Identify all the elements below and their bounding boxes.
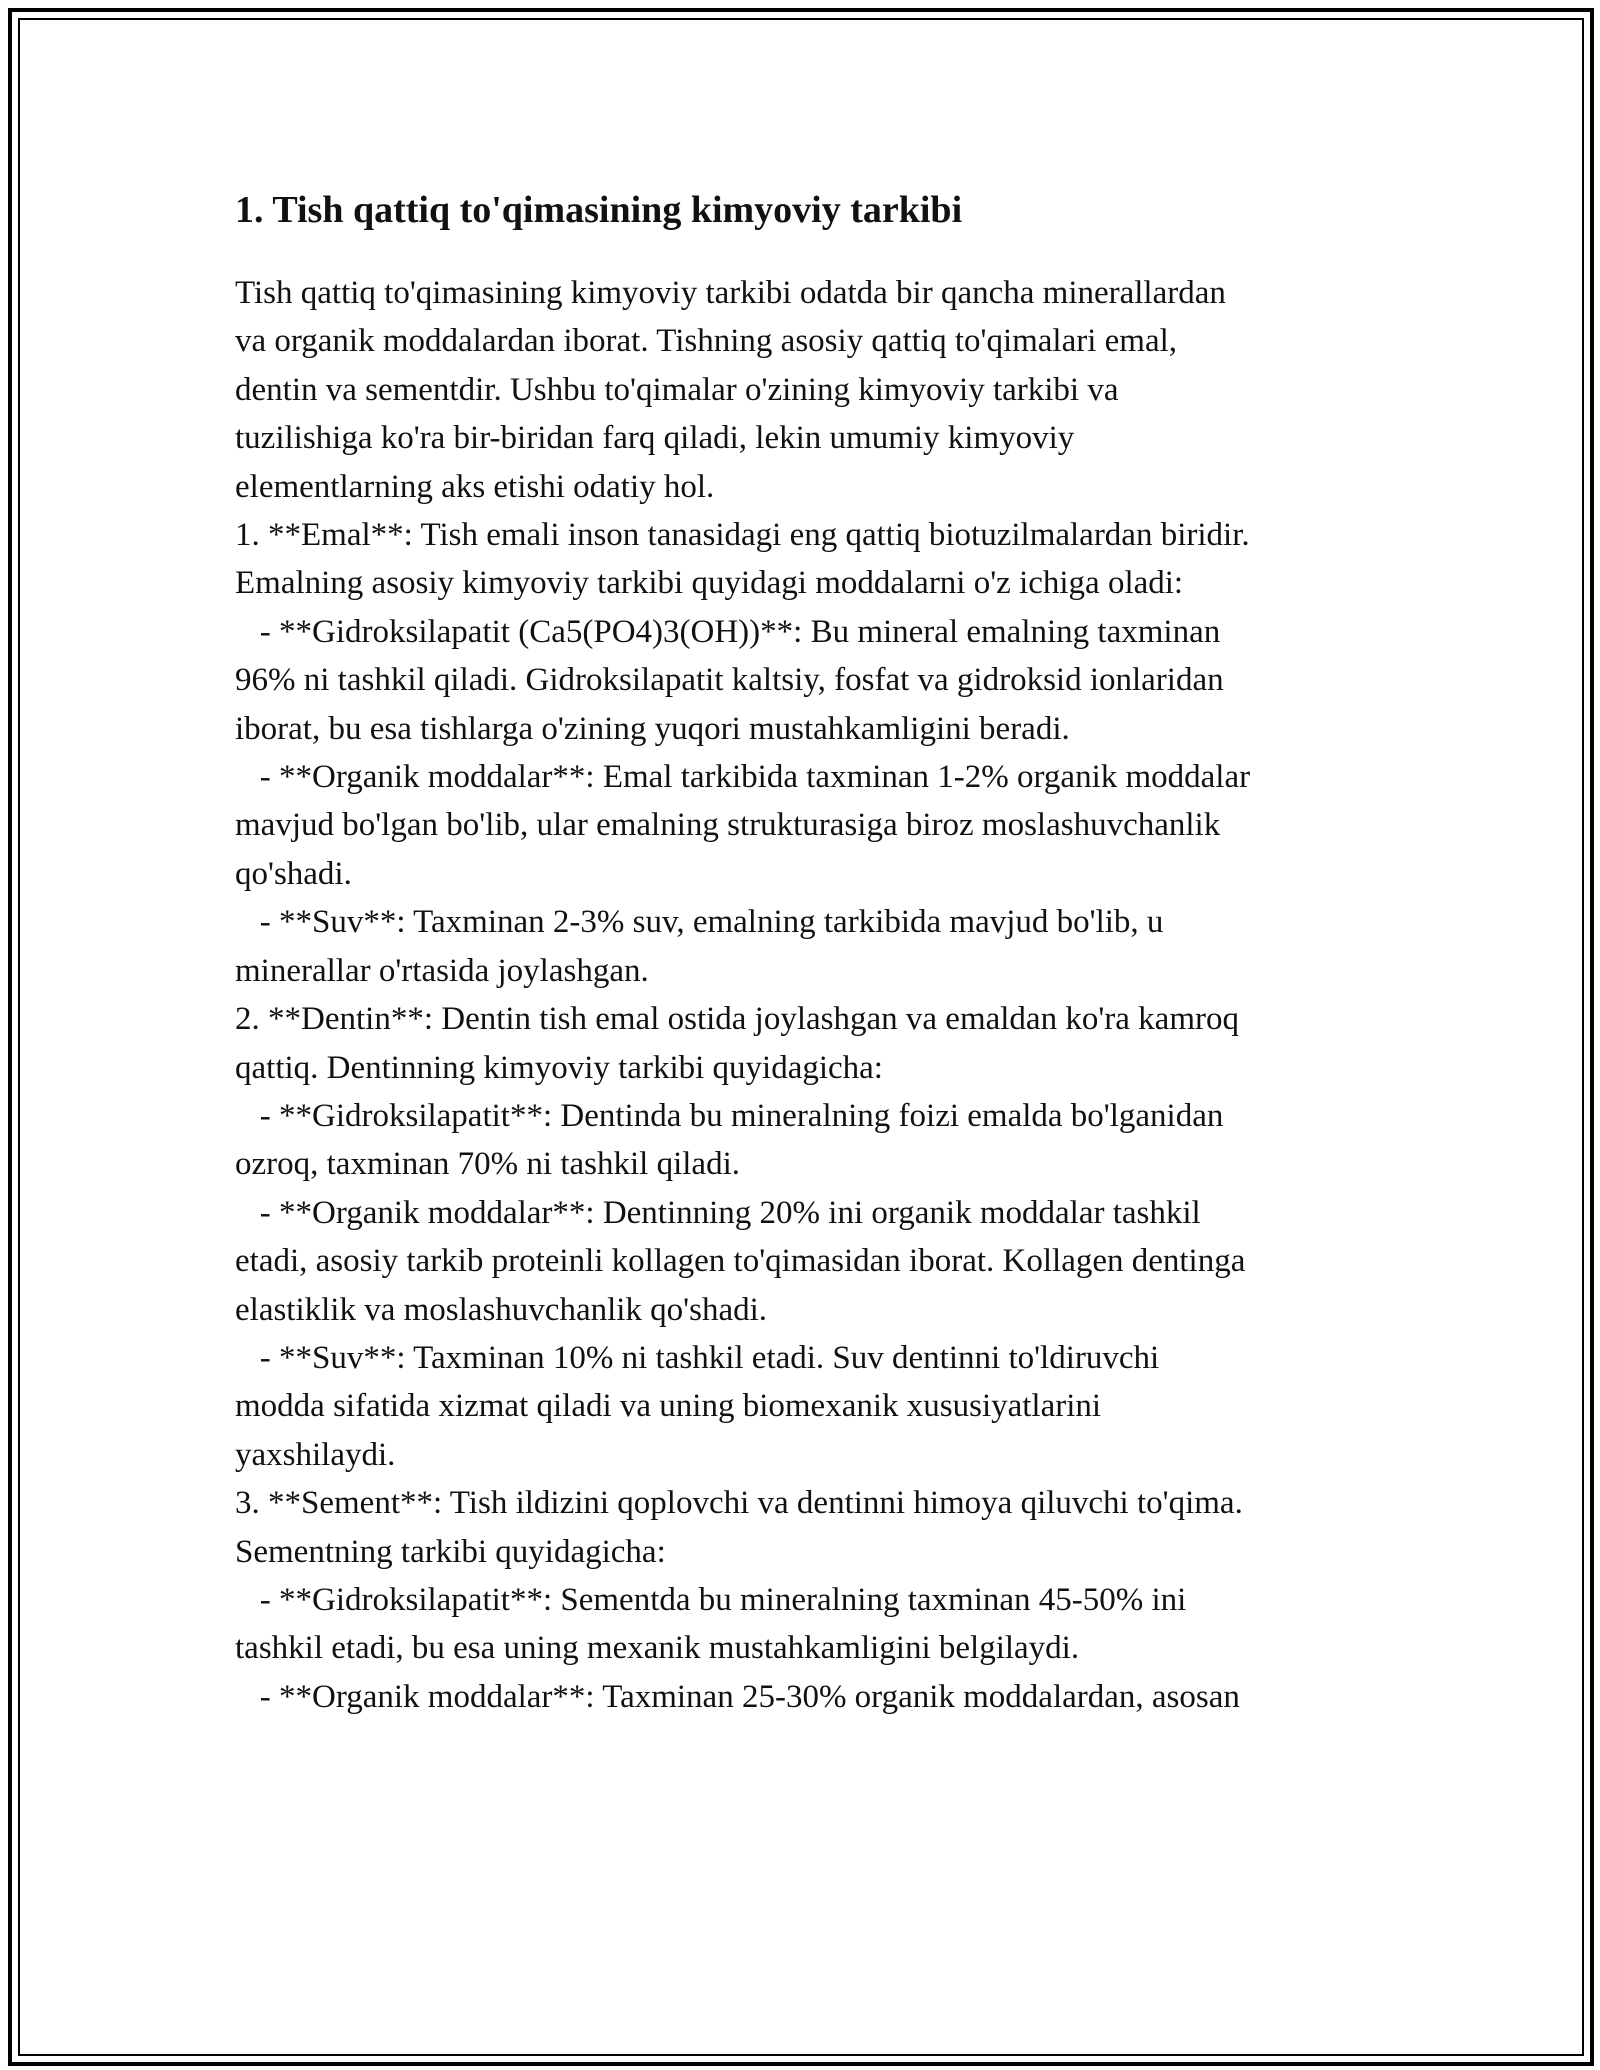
document-body	[235, 185, 1395, 1721]
cement-paragraph: 3. **Sement**: Tish ildizini qoplovchi va dentinni himoya qiluvchi to'qima. Sementning tarkibi quyidagicha: - **Gidroksilapatit**: Sementda bu mineralning taxminan 45-50% ini tashkil etadi, bu esa uning mexanik mustahkamligini belgilaydi. - **Organik moddalar**: Taxminan 25-30% organik moddalardan, asosan	[235, 1485, 1243, 1715]
enamel-paragraph: 1. **Emal**: Tish emali inson tanasidagi eng qattiq biotuzilmalardan biridir. Emalning asosiy kimyoviy tarkibi quyidagi moddalarni o'z ichiga oladi: - **Gidroksilapatit (Ca5(PO4)3(OH))**: Bu mineral emalning taxminan 96% ni tashkil qiladi. Gidroksilapatit kaltsiy, fosfat va gidroksid ionlaridan iborat, bu esa tishlarga o'zining yuqori mustahkamligini beradi. - **Organik moddalar**: Emal tarkibida taxminan 1-2% organik moddalar mavjud bo'lgan bo'lib, ular emalning strukturasiga biroz moslashuvchanlik qo'shadi. - **Suv**: Taxminan 2-3% suv, emalning tarkibida mavjud bo'lib, u minerallar o'rtasida joylashgan.	[235, 517, 1251, 989]
dentin-paragraph: 2. **Dentin**: Dentin tish emal ostida joylashgan va emaldan ko'ra kamroq qattiq. Dentinning kimyoviy tarkibi quyidagicha: - **Gidroksilapatit**: Dentinda bu mineralning foizi emalda bo'lganidan ozroq, taxminan 70% ni tashkil qiladi. - **Organik moddalar**: Dentinning 20% ini organik moddalar tashkil etadi, asosiy tarkib proteinli kollagen to'qimasidan iborat. Kollagen dentinga elastiklik va moslashuvchanlik qo'shadi. - **Suv**: Taxminan 10% ni tashkil etadi. Suv dentinni to'ldiruvchi modda sifatida xizmat qiladi va uning biomexanik xususiyatlarini yaxshilaydi.	[235, 1001, 1246, 1473]
section-heading: 1. Tish qattiq to'qimasining kimyoviy tarkibi	[235, 189, 963, 231]
intro-paragraph: Tish qattiq to'qimasining kimyoviy tarkibi odatda bir qancha minerallardan va organik moddalardan iborat. Tishning asosiy qattiq to'qimalari emal, dentin va sementdir. Ushbu to'qimalar o'zining kimyoviy tarkibi va tuzilishiga ko'ra bir-biridan farq qiladi, lekin umumiy kimyoviy elementlarning aks etishi odatiy hol.	[235, 275, 1226, 505]
